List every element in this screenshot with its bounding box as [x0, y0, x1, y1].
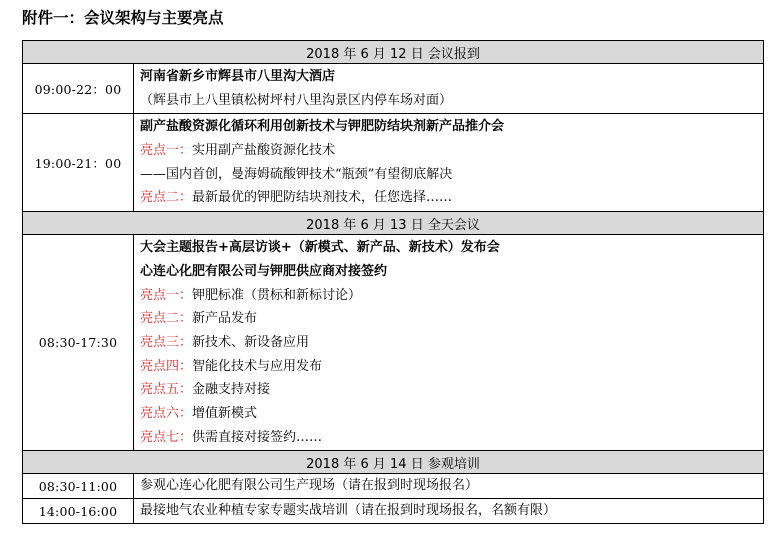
day-header-cell: [23, 212, 764, 235]
day-header-text: 2018 年 6 月 14 日 参观培训: [306, 456, 480, 472]
line-text: 新产品发布: [192, 311, 258, 327]
time-text: 19:00-21：00: [34, 155, 122, 171]
highlight-label: 亮点二：: [140, 190, 193, 206]
line-text: 供需直接对接签约……: [192, 429, 323, 445]
highlight-line: [140, 139, 763, 163]
line-text: 新技术、新设备应用: [192, 334, 310, 350]
time-text: 14:00-16:00: [38, 503, 118, 519]
content-cell: [134, 499, 764, 524]
line-text: 最接地气农业种植专家专题实战培训（请在报到时现场报名，名额有限）: [140, 503, 557, 519]
line-text: 最新最优的钾肥防结块剂技术，任您选择……: [192, 190, 453, 206]
line-text: 金融支持对接: [192, 382, 271, 398]
content-line: [140, 500, 763, 522]
content-line: [140, 475, 763, 497]
schedule-body: [23, 41, 764, 524]
schedule-row: [23, 474, 764, 499]
highlight-label: 亮点三：: [140, 334, 193, 350]
day-header-text: 2018 年 6 月 13 日 全天会议: [306, 217, 480, 233]
line-text: 参观心连心化肥有限公司生产现场（请在报到时现场报名）: [140, 478, 479, 494]
time-text: 09:00-22：00: [34, 81, 122, 97]
time-cell: [23, 499, 134, 524]
time-cell: [23, 474, 134, 499]
line-text: ——国内首创，曼海姆硫酸钾技术“瓶颈”有望彻底解决: [140, 166, 453, 182]
schedule-row: [23, 235, 764, 451]
highlight-label: 亮点一：: [140, 287, 193, 303]
highlight-line: [140, 186, 763, 210]
content-cell: [134, 114, 764, 212]
day-header-row: [23, 451, 764, 474]
line-text: 实用副产盐酸资源化技术: [192, 143, 336, 159]
highlight-label: 亮点六：: [140, 405, 193, 421]
line-text: 智能化技术与应用发布: [192, 358, 323, 374]
day-header-row: [23, 41, 764, 64]
highlight-label: 亮点一：: [140, 143, 193, 159]
content-line: [140, 65, 763, 89]
day-header-row: [23, 212, 764, 235]
line-text: 增值新模式: [192, 405, 258, 421]
highlight-label: 亮点五：: [140, 382, 193, 398]
day-header-cell: [23, 41, 764, 64]
content-line: [140, 260, 763, 284]
line-text: 河南省新乡市辉县市八里沟大酒店: [140, 69, 336, 84]
schedule-row: [23, 64, 764, 114]
content-cell: [134, 474, 764, 499]
day-header-cell: [23, 451, 764, 474]
content-cell: [134, 235, 764, 451]
schedule-table: [22, 40, 764, 524]
content-line: [140, 89, 763, 113]
time-text: 08:30-11:00: [38, 478, 118, 494]
line-text: （辉县市上八里镇松树坪村八里沟景区内停车场对面）: [140, 92, 453, 108]
content-line: [140, 163, 763, 187]
schedule-row: [23, 499, 764, 524]
line-text: 副产盐酸资源化循环利用创新技术与钾肥防结块剂新产品推介会: [140, 119, 505, 135]
time-cell: [23, 64, 134, 114]
highlight-line: [140, 355, 763, 379]
highlight-line: [140, 307, 763, 331]
time-cell: [23, 235, 134, 451]
time-text: 08:30-17:30: [38, 335, 118, 351]
document-title: 附件一：会议架构与主要亮点: [22, 9, 224, 27]
line-text: 钾肥标准（贯标和新标讨论）: [192, 287, 362, 303]
highlight-line: [140, 402, 763, 426]
highlight-label: 亮点四：: [140, 358, 193, 374]
highlight-line: [140, 331, 763, 355]
content-line: [140, 236, 763, 260]
highlight-label: 亮点七：: [140, 429, 193, 445]
highlight-line: [140, 378, 763, 402]
line-text: 大会主题报告+高层访谈+（新模式、新产品、新技术）发布会: [140, 240, 500, 256]
time-cell: [23, 114, 134, 212]
schedule-row: [23, 114, 764, 212]
highlight-line: [140, 426, 763, 450]
highlight-line: [140, 284, 763, 308]
content-line: [140, 115, 763, 139]
highlight-label: 亮点二：: [140, 311, 193, 327]
line-text: 心连心化肥有限公司与钾肥供应商对接签约: [140, 263, 388, 279]
content-cell: [134, 64, 764, 114]
day-header-text: 2018 年 6 月 12 日 会议报到: [306, 46, 480, 62]
